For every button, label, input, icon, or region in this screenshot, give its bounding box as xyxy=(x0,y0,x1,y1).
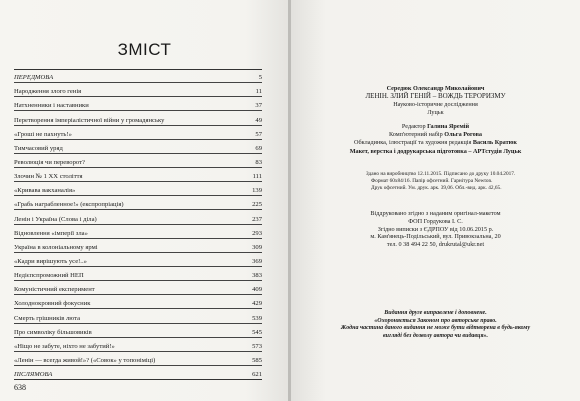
imprint-printing-house xyxy=(291,210,580,249)
toc-entry-title: Комуністичний експеримент xyxy=(14,286,95,294)
imprint-author: Середюк Олександр Миколайович xyxy=(386,85,485,92)
toc-entry xyxy=(14,126,262,140)
toc-entry-page: 237 xyxy=(252,215,262,223)
toc-entry xyxy=(14,366,262,380)
toc-entry xyxy=(14,154,262,168)
imprint-copyright-notice xyxy=(291,310,580,340)
imprint-subtitle: Науково-історичне дослідження xyxy=(393,101,478,108)
notice-line-1: Видання друге виправлене і доповнене. xyxy=(384,310,487,316)
toc-entry-title: Натхненники і наставники xyxy=(14,102,89,110)
imprint-layout-credit: Макет, верстка і додрукарська підготовка – АРТстудія Луцьк xyxy=(349,148,522,155)
press-line-2: ФОП Гордукова І. С. xyxy=(408,217,463,225)
toc-entry xyxy=(14,210,262,224)
toc-entry-title: «Ленін — всегда живой!»? («Совок» у топоніміці) xyxy=(14,356,156,364)
notice-line-4: вигляді без дозволу автора чи видавця». xyxy=(382,332,489,339)
left-page xyxy=(0,0,289,401)
toc-entry-title: Злочин № 1 XX століття xyxy=(14,173,83,181)
toc-entry-page: 429 xyxy=(252,300,262,308)
toc-entry-page: 573 xyxy=(252,342,262,350)
print-line-3: Друк офсетний. Ум. друк. арк. 39,06. Обл.-вид. арк. 42,65. xyxy=(371,184,502,191)
toc-entry xyxy=(14,281,262,295)
toc-entry-title: «Ніщо не забуте, ніхто не забутий!» xyxy=(14,342,115,350)
notice-line-2: «Охороняється Законом про авторське право. xyxy=(374,317,497,324)
toc-entry xyxy=(14,97,262,111)
toc-entry-title: Відновлення «імперії зла» xyxy=(14,229,88,237)
toc-entry xyxy=(14,352,262,366)
press-line-3: Згідно виписки з ЄДРПОУ від 10.06.2015 р. xyxy=(377,225,494,233)
toc-entry-page: 293 xyxy=(252,229,262,237)
press-line-5: тел. 0 38 494 22 50, drukrutal@ukr.net xyxy=(386,241,485,249)
toc-entry-page: 585 xyxy=(252,356,262,364)
toc-entry-page: 369 xyxy=(252,257,262,265)
toc-entry-title: Смерть грішників люта xyxy=(14,314,81,322)
toc-entry-page: 309 xyxy=(252,243,262,251)
toc-entry-page: 539 xyxy=(252,314,262,322)
toc-entry xyxy=(14,239,262,253)
right-page xyxy=(291,0,580,401)
toc-entry-title: Ленін і Україна (Слова і діла) xyxy=(14,215,97,223)
toc-entry-title: «Кривава вакханалія» xyxy=(14,187,76,195)
print-line-1: Здано на виробництво 12.11.2015. Підписано до друку 10.04.2017. xyxy=(366,171,516,177)
toc-entry-page: 83 xyxy=(255,158,262,166)
toc-entry xyxy=(14,295,262,309)
credit-cover: Обкладинка, ілюстрації та художня редакція Василь Кратюк xyxy=(354,138,517,146)
toc-entry xyxy=(14,182,262,196)
toc-entry-title: Народження злого генія xyxy=(14,88,82,96)
toc-entry xyxy=(14,196,262,210)
toc-entry-page: 37 xyxy=(255,102,262,110)
toc-entry-title: Холоднокровний фокусник xyxy=(14,300,91,308)
toc-entry-page: 621 xyxy=(252,371,262,379)
toc-entry-page: 111 xyxy=(252,173,262,181)
toc-entry-title: ПЕРЕДМОВА xyxy=(14,74,54,82)
toc-entry-page: 69 xyxy=(255,144,262,152)
toc-entry xyxy=(14,111,262,125)
imprint-credits xyxy=(291,123,580,146)
toc-entry-title: Недієпспроможний НЕП xyxy=(14,272,84,280)
toc-entry-page: 139 xyxy=(252,187,262,195)
toc-entry xyxy=(14,309,262,323)
page-number: 638 xyxy=(14,383,26,392)
toc-entry xyxy=(14,168,262,182)
toc-entry-title: Про символіку більшовиків xyxy=(14,328,92,336)
toc-entry xyxy=(14,338,262,352)
credit-typesetting: Комп'ютерний набір Ольга Рогова xyxy=(388,130,483,138)
toc-entry-page: 383 xyxy=(252,272,262,280)
toc-entry xyxy=(14,324,262,338)
toc-entry-title: «Грабь награбленное!» (експропріація) xyxy=(14,201,124,209)
toc-entry xyxy=(14,83,262,97)
toc-entry-page: 409 xyxy=(252,286,262,294)
imprint-print-details xyxy=(291,171,580,192)
toc-entry-title: ПІСЛЯМОВА xyxy=(14,371,53,379)
toc-entry-title: Тимчасовий уряд xyxy=(14,144,63,152)
toc-entry-page: 57 xyxy=(255,130,262,138)
imprint-book-title: ЛЕНІН. ЗЛИЙ ГЕНІЙ – ВОЖДЬ ТЕРОРИЗМУ xyxy=(365,92,506,100)
toc-entry xyxy=(14,225,262,239)
toc-entry-page: 49 xyxy=(255,116,262,124)
credit-editor: Редактор Галина Яремій xyxy=(401,123,470,130)
toc-entry-title: «Гроші не пахнуть!» xyxy=(14,130,72,138)
toc-entry-page: 11 xyxy=(255,88,262,96)
print-line-2: Формат 60х84/16. Папір офсетний. Гарнітура Newton. xyxy=(371,177,493,184)
toc-entry xyxy=(14,267,262,281)
toc-entry-title: Революція чи переворот? xyxy=(14,158,85,166)
toc-entry-title: Перетворення імперіалістичної війни у громадянську xyxy=(14,116,165,124)
toc-entry-title: «Кадри вирішують усе!..» xyxy=(14,257,87,265)
toc-entry xyxy=(14,140,262,154)
toc-entry xyxy=(14,253,262,267)
imprint-city: Луцьк xyxy=(427,109,444,116)
toc-entry xyxy=(14,69,262,83)
toc-heading: ЗМІСТ xyxy=(117,40,172,59)
notice-line-3: Жодна частина даного видання не може бути відтворена в будь-якому xyxy=(340,325,531,331)
toc-entry-page: 545 xyxy=(252,328,262,336)
toc-entry-page: 5 xyxy=(258,74,262,82)
toc-entry-title: Україна в колоніальному ярмі xyxy=(14,243,98,251)
press-line-4: м. Кам'янець-Подільський, вул. Привокзальна, 20 xyxy=(370,233,501,241)
toc-entry-page: 225 xyxy=(252,201,262,209)
table-of-contents xyxy=(14,69,262,380)
press-line-1: Віддруковано згідно з наданим оригінал-макетом xyxy=(370,210,501,217)
